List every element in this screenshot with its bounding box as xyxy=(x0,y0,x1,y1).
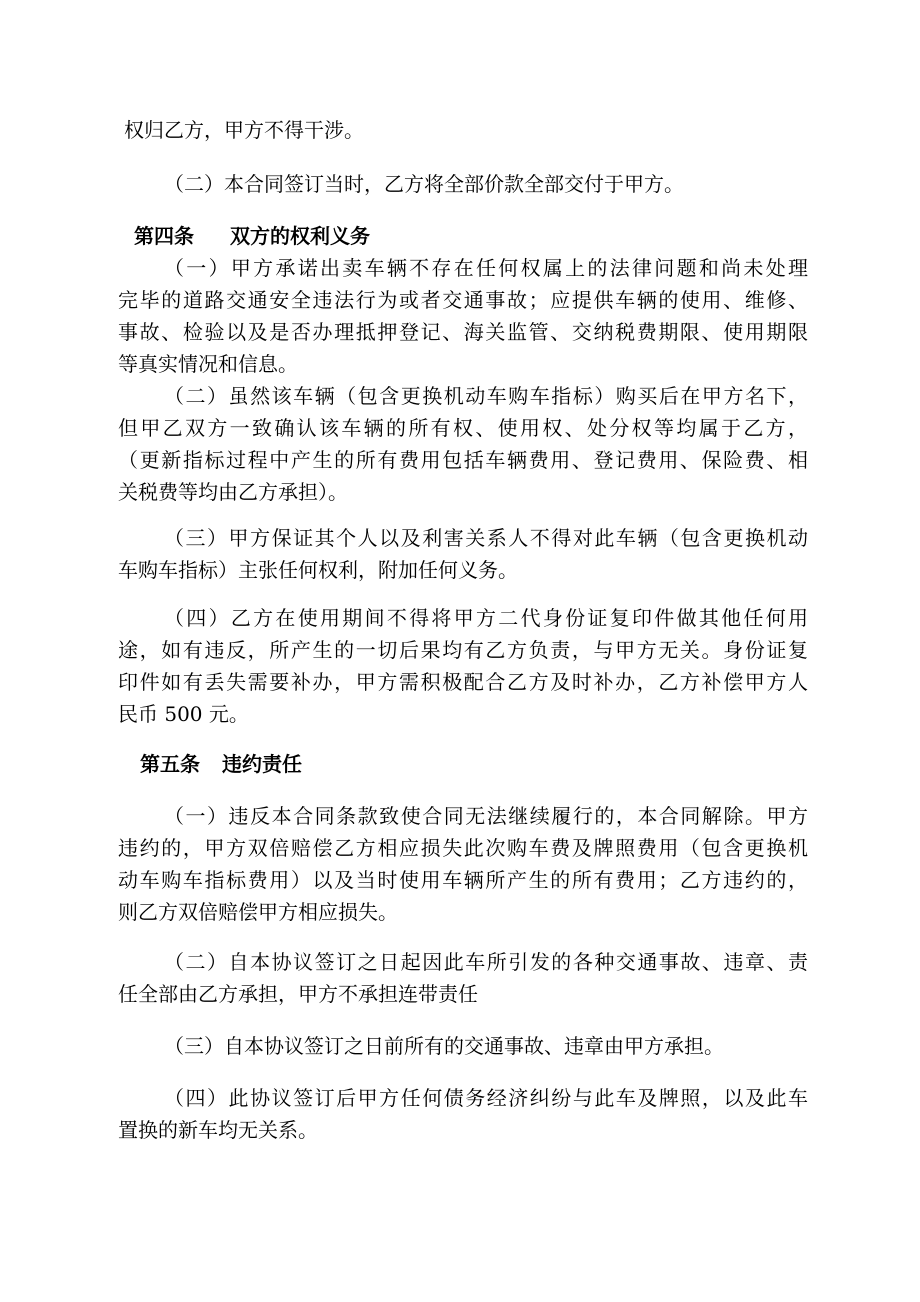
text-line: （二）自本协议签订之日起因此车所引发的各种交通事故、违章、责 xyxy=(164,950,808,974)
article-4-heading xyxy=(134,220,370,252)
paragraph-5-1 xyxy=(118,800,808,928)
paragraph-4-1 xyxy=(118,252,808,380)
text-line: （四）此协议签订后甲方任何债务经济纠纷与此车及牌照，以及此车 xyxy=(164,1086,808,1110)
text-line: 置换的新车均无关系。 xyxy=(118,1118,318,1142)
text-line: （更新指标过程中产生的所有费用包括车辆费用、登记费用、保险费、相 xyxy=(118,448,808,472)
text-line: 印件如有丢失需要补办，甲方需积极配合乙方及时补办，乙方补偿甲方人 xyxy=(118,670,808,694)
text-line: （三）自本协议签订之日前所有的交通事故、违章由甲方承担。 xyxy=(164,1034,724,1058)
text-line: （一）违反本合同条款致使合同无法继续履行的，本合同解除。甲方 xyxy=(164,804,808,828)
text-line: 任全部由乙方承担，甲方不承担连带责任 xyxy=(118,982,478,1006)
text-line: 权归乙方，甲方不得干涉。 xyxy=(124,118,364,142)
text-line: 则乙方双倍赔偿甲方相应损失。 xyxy=(118,900,398,924)
paragraph-4-2 xyxy=(118,380,808,508)
article-title: 双方的权利义务 xyxy=(230,224,370,248)
text-line: 民币 500 元。 xyxy=(118,702,249,726)
text-line: 但甲乙双方一致确认该车辆的所有权、使用权、处分权等均属于乙方， xyxy=(118,416,808,440)
text-line: 等真实情况和信息。 xyxy=(118,352,298,376)
text-line: （一）甲方承诺出卖车辆不存在任何权属上的法律问题和尚未处理 xyxy=(164,256,808,280)
article-5-heading xyxy=(140,748,302,780)
paragraph-5-3 xyxy=(164,1030,764,1062)
article-title: 违约责任 xyxy=(222,752,302,776)
article-number: 第五条 xyxy=(140,752,200,776)
paragraph-5-2 xyxy=(118,946,808,1010)
paragraph-4-4 xyxy=(118,602,808,730)
text-line: 动车购车指标费用）以及当时使用车辆所产生的所有费用；乙方违约的， xyxy=(118,868,808,892)
text-line: 关税费等均由乙方承担）。 xyxy=(118,480,348,504)
text-line: （三）甲方保证其个人以及利害关系人不得对此车辆（包含更换机动 xyxy=(164,526,808,550)
text-line: （二）本合同签订当时，乙方将全部价款全部交付于甲方。 xyxy=(164,172,684,196)
text-line: 车购车指标）主张任何权利，附加任何义务。 xyxy=(118,558,518,582)
text-line: （二）虽然该车辆（包含更换机动车购车指标）购买后在甲方名下， xyxy=(164,384,808,408)
text-line: 事故、检验以及是否办理抵押登记、海关监管、交纳税费期限、使用期限 xyxy=(118,320,808,344)
paragraph-4-3 xyxy=(118,522,808,586)
text-line: 违约的，甲方双倍赔偿乙方相应损失此次购车费及牌照费用（包含更换机 xyxy=(118,836,808,860)
paragraph-continuation xyxy=(124,114,814,146)
text-line: （四）乙方在使用期间不得将甲方二代身份证复印件做其他任何用 xyxy=(164,606,808,630)
text-line: 完毕的道路交通安全违法行为或者交通事故；应提供车辆的使用、维修、 xyxy=(118,288,808,312)
text-line: 途，如有违反，所产生的一切后果均有乙方负责，与甲方无关。身份证复 xyxy=(118,638,808,662)
paragraph-5-4 xyxy=(118,1082,808,1146)
paragraph-3-2 xyxy=(164,168,724,200)
article-number: 第四条 xyxy=(134,224,194,248)
